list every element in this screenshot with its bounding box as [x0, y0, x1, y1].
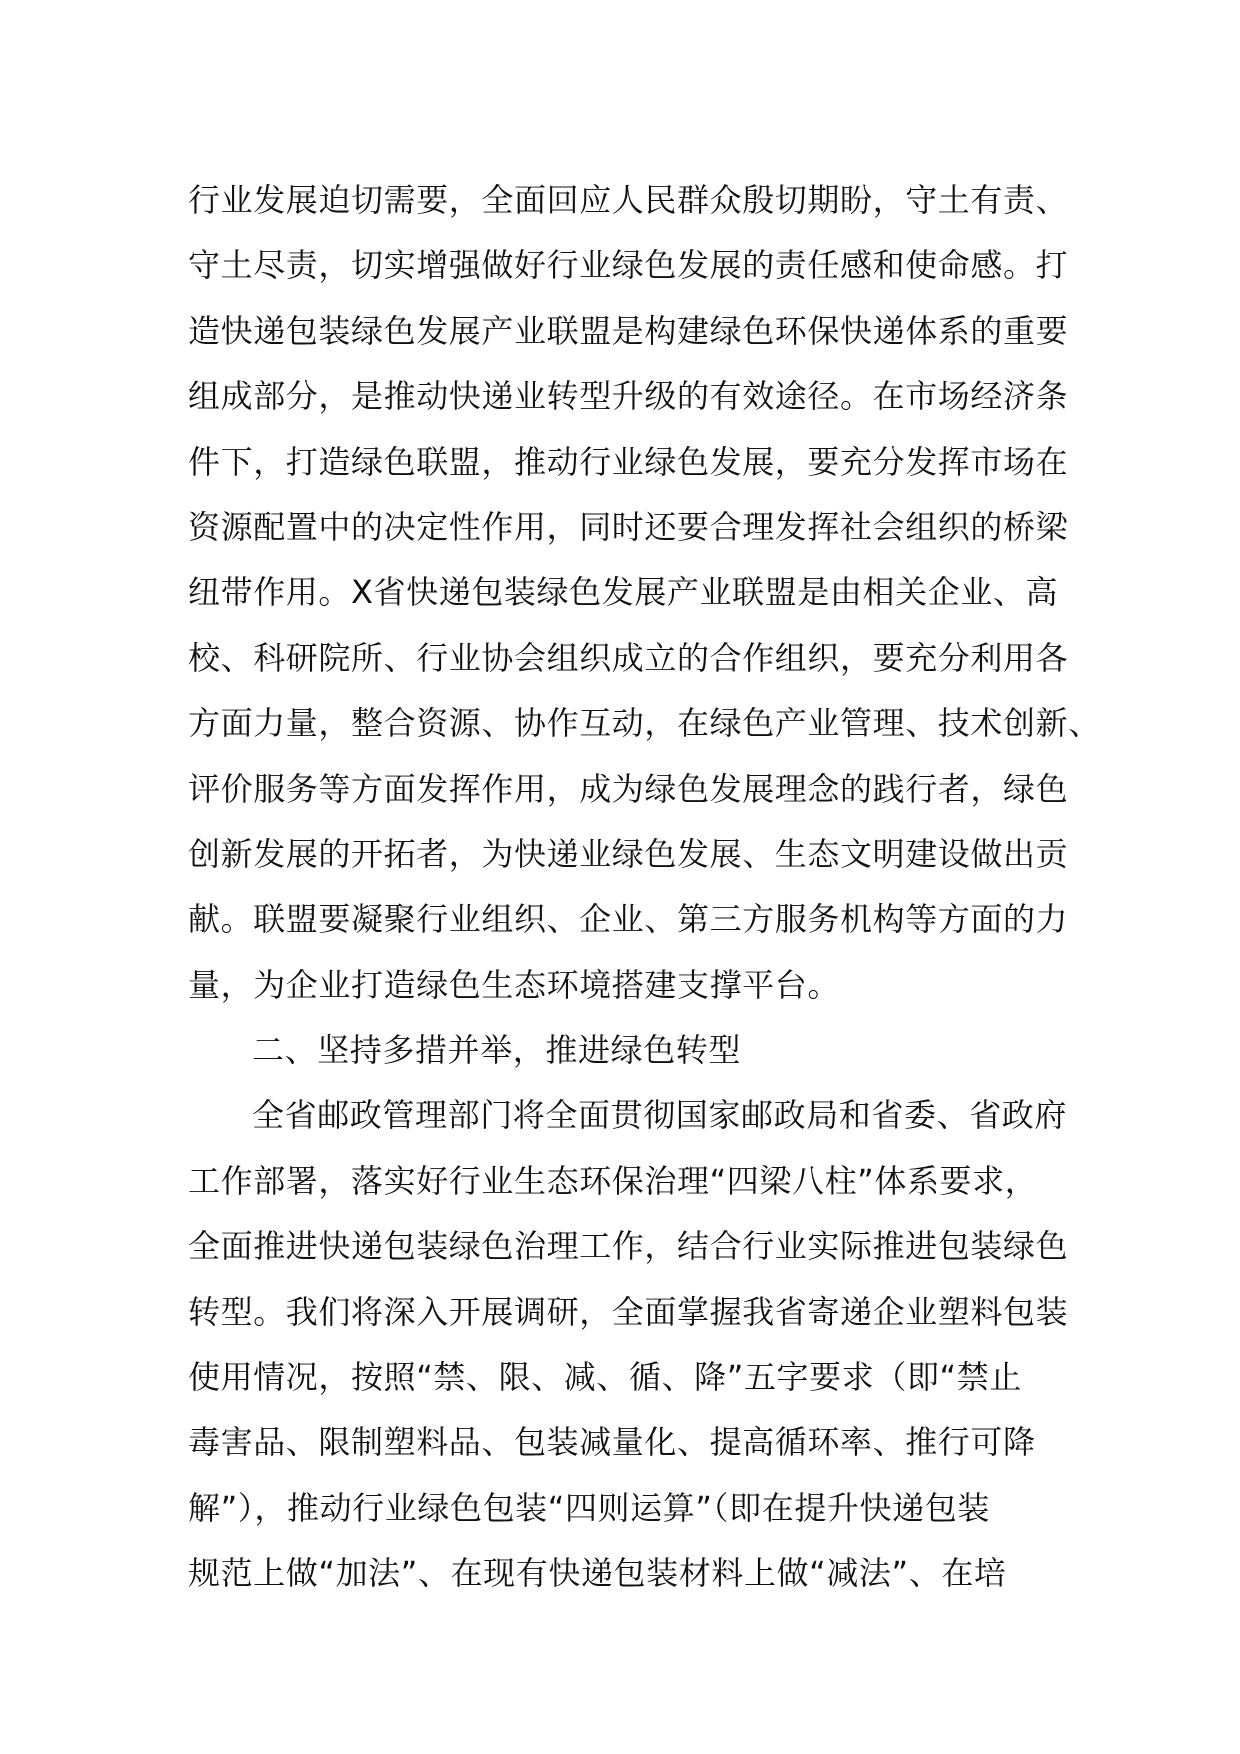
text-line: 解”），推动行业绿色包装“四则运算”（即在提升快递包装 — [188, 1488, 990, 1527]
text-line: 组成部分，是推动快递业转型升级的有效途径。在市场经济条 — [188, 377, 1069, 416]
text-line: 使用情况，按照“禁、限、减、循、降”五字要求（即“禁止 — [188, 1358, 1022, 1397]
text-line: 创新发展的开拓者，为快递业绿色发展、生态文明建设做出贡 — [188, 834, 1069, 873]
text-line: 全省邮政管理部门将全面贯彻国家邮政局和省委、省政府 — [252, 1096, 1068, 1135]
text-line: 校、科研院所、行业协会组织成立的合作组织，要充分利用各 — [188, 638, 1069, 677]
text-line: 方面力量，整合资源、协作互动，在绿色产业管理、技术创新、 — [188, 704, 1101, 743]
text-line: 全面推进快递包装绿色治理工作，结合行业实际推进包装绿色 — [188, 1227, 1069, 1266]
text-line: 评价服务等方面发挥作用，成为绿色发展理念的践行者，绿色 — [188, 769, 1069, 808]
text-line: 毒害品、限制塑料品、包装减量化、提高循环率、推行可降 — [188, 1423, 1036, 1462]
text-line: 量，为企业打造绿色生态环境搭建支撑平台。 — [188, 965, 841, 1004]
text-line: 守土尽责，切实增强做好行业绿色发展的责任感和使命感。打 — [188, 246, 1069, 285]
text-line: 规范上做“加法”、在现有快递包装材料上做“减法”、在培 — [188, 1554, 1007, 1593]
text-line: 转型。我们将深入开展调研，全面掌握我省寄递企业塑料包装 — [188, 1292, 1069, 1331]
section-heading: 二、坚持多措并举，推进绿色转型 — [252, 1031, 742, 1070]
text-line: 工作部署，落实好行业生态环保治理“四梁八柱”体系要求， — [188, 1161, 1038, 1200]
text-line: 造快递包装绿色发展产业联盟是构建绿色环保快递体系的重要 — [188, 311, 1069, 350]
text-line: 行业发展迫切需要，全面回应人民群众殷切期盼，守土有责、 — [188, 181, 1069, 219]
text-line: 献。联盟要凝聚行业组织、企业、第三方服务机构等方面的力 — [188, 900, 1069, 939]
text-line: 纽带作用。X省快递包装绿色发展产业联盟是由相关企业、高 — [188, 573, 1059, 612]
text-line: 件下，打造绿色联盟，推动行业绿色发展，要充分发挥市场在 — [188, 442, 1069, 481]
body-text — [188, 168, 1101, 1607]
text-line: 资源配置中的决定性作用，同时还要合理发挥社会组织的桥梁 — [188, 507, 1069, 546]
